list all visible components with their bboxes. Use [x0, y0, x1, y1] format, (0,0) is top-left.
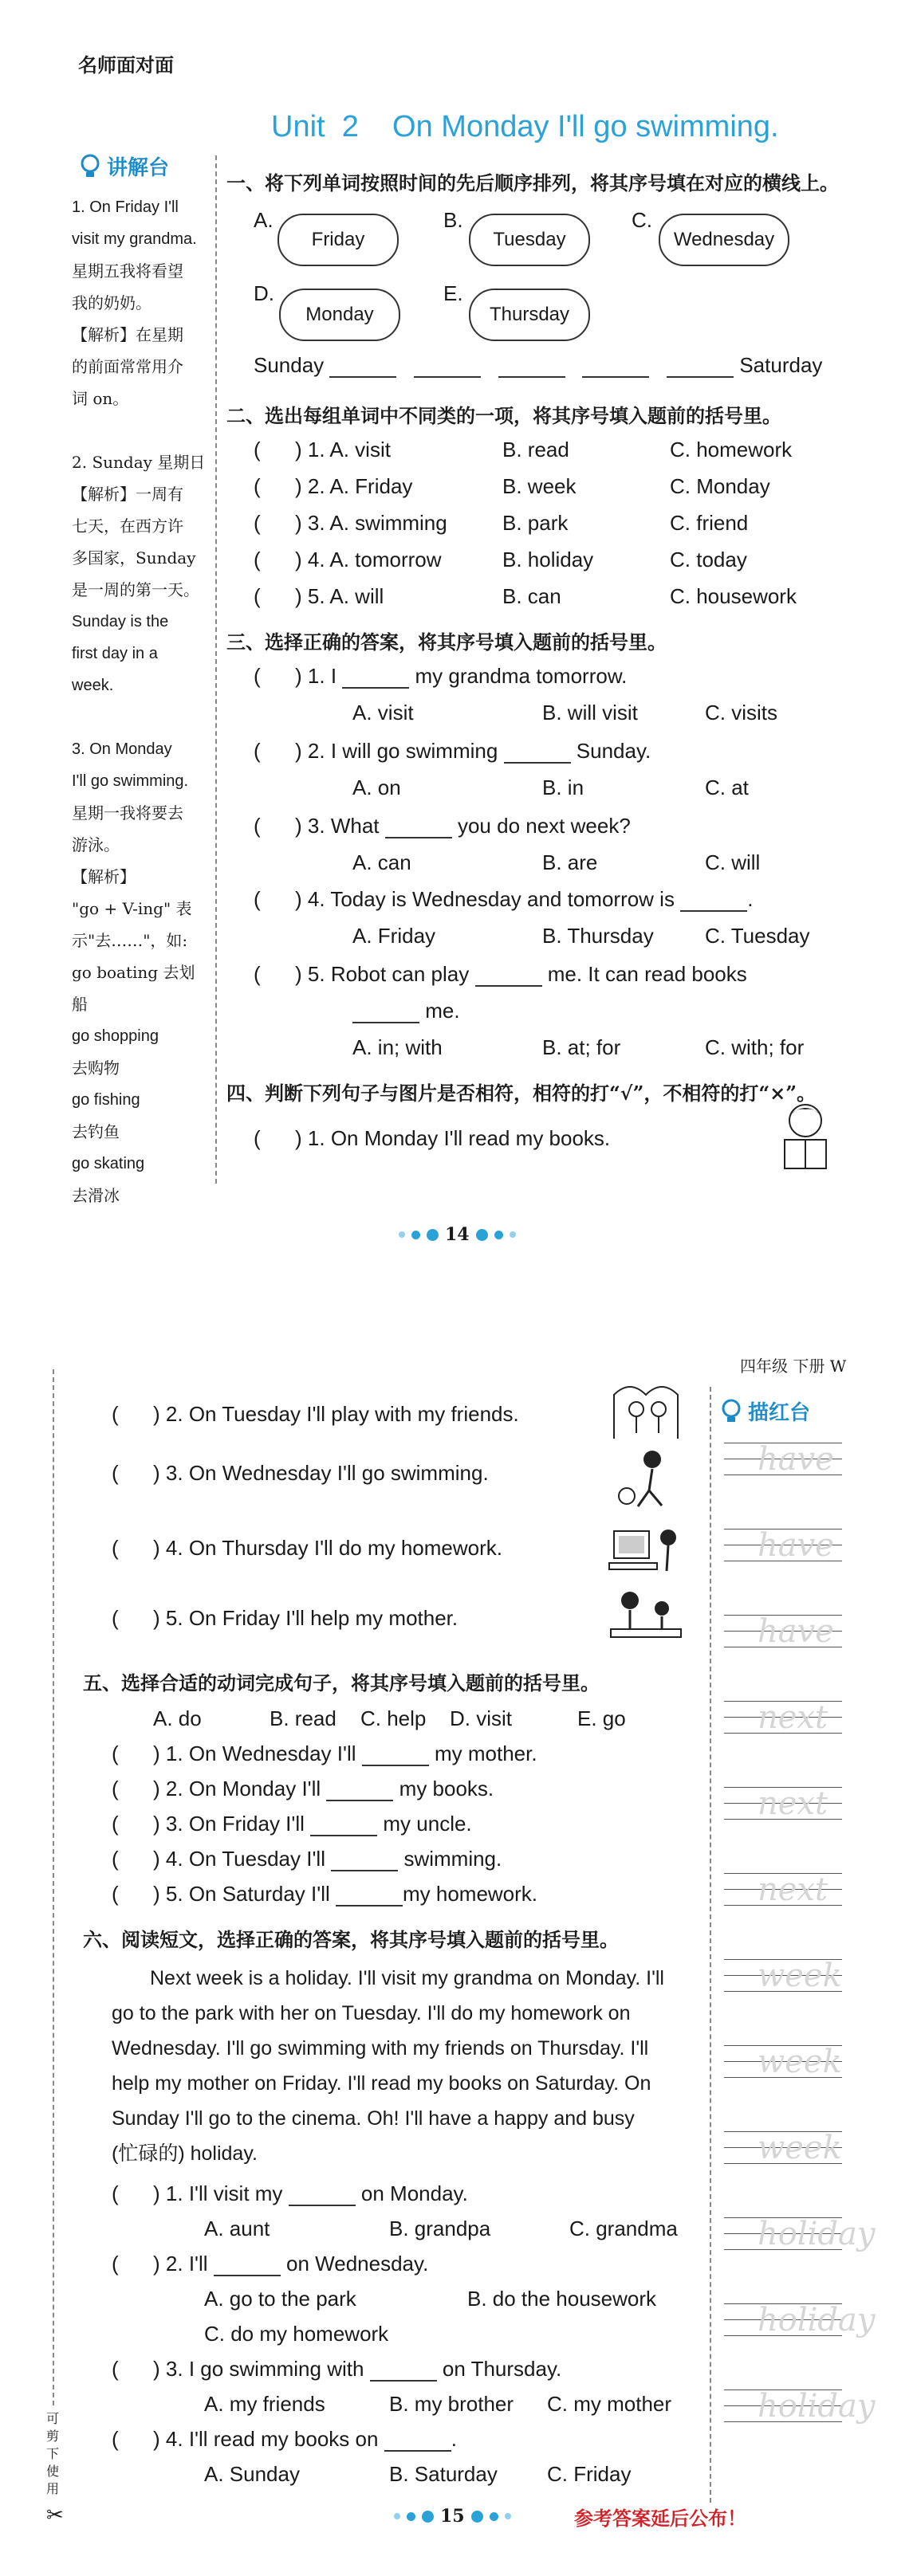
- option: C. grandma: [569, 2217, 678, 2240]
- passage-line: (忙碌的) holiday.: [112, 2142, 258, 2165]
- copy-word: next: [758, 1871, 828, 1908]
- verb-option: C. help: [360, 1706, 427, 1730]
- option: B. my brother: [389, 2392, 514, 2416]
- answer-blank[interactable]: [680, 888, 747, 912]
- answer-blank[interactable]: [352, 999, 419, 1023]
- passage-line: help my mother on Friday. I'll read my books on Saturday. On: [112, 2072, 651, 2095]
- answer-note: 参考答案延后公布！: [574, 2507, 746, 2530]
- section-4-heading: 四、判断下列句子与图片是否相符，相符的打“√”，不相符的打“×”。: [226, 1082, 817, 1105]
- sidebar-divider: [215, 155, 217, 1184]
- reading-passage: [150, 1961, 664, 1996]
- kid-with-ball-illustration: [614, 1447, 686, 1510]
- lightbulb-icon: [719, 1398, 743, 1425]
- order-end: Saturday: [739, 353, 823, 377]
- question: ( ) 1. On Monday I'll read my books.: [254, 1126, 611, 1150]
- copy-word: week: [758, 2130, 842, 2166]
- option: C. today: [670, 548, 747, 571]
- question: ( ) 4. On Thursday I'll do my homework.: [112, 1536, 502, 1560]
- order-start: Sunday: [254, 353, 325, 377]
- copy-word: holiday: [758, 2216, 876, 2252]
- question: ( ) 5. Robot can play me. It can read books: [254, 962, 747, 986]
- answer-blank[interactable]: [342, 665, 409, 689]
- option: B. will visit: [542, 701, 638, 724]
- passage-line: Wednesday. I'll go swimming with my friends on Thursday. I'll: [112, 2037, 649, 2060]
- question: ( ) 2. On Tuesday I'll play with my friends.: [112, 1402, 519, 1426]
- verb-option: E. go: [577, 1706, 626, 1730]
- sidebar-line: go boating 去划船: [72, 963, 195, 1014]
- copy-word: next: [758, 1699, 828, 1736]
- copy-word: holiday: [758, 2302, 876, 2338]
- option: B. Thursday: [542, 924, 654, 948]
- sidebar-line: 星期一我将要去: [72, 803, 183, 823]
- word-cloud-tuesday: [469, 214, 590, 266]
- question: ( ) 1. I'll visit my on Monday.: [112, 2181, 468, 2205]
- sidebar-line: 多国家，Sunday: [72, 548, 196, 567]
- option: B. read: [502, 438, 569, 461]
- sidebar-line: 星期五我将看望: [72, 261, 183, 281]
- list-item: ( ) 2. A. Friday: [254, 474, 413, 498]
- copy-word: have: [758, 1441, 834, 1478]
- option: B. can: [502, 584, 561, 608]
- word-cloud-thursday: [469, 289, 590, 341]
- sidebar-line: 是一周的第一天。: [72, 580, 199, 599]
- explanation-sidebar: [72, 191, 206, 1211]
- word-label: Monday: [305, 304, 374, 325]
- sidebar-tag: [78, 151, 169, 181]
- copy-word: have: [758, 1613, 834, 1650]
- sidebar-line: 1. On Friday I'll: [72, 198, 179, 216]
- sidebar-line: I'll go swimming.: [72, 772, 189, 790]
- word-cloud-monday: [279, 289, 400, 341]
- option: A. aunt: [204, 2217, 270, 2240]
- option: A. Friday: [352, 924, 436, 948]
- copy-divider: [710, 1387, 711, 2503]
- sidebar-line: [72, 701, 206, 733]
- answer-blank[interactable]: [384, 2428, 451, 2452]
- sidebar-line: 3. On Monday: [72, 740, 172, 758]
- option: A. can: [352, 850, 411, 874]
- option: C. at: [705, 776, 749, 799]
- option: C. friend: [670, 511, 749, 535]
- answer-blank[interactable]: [582, 354, 649, 378]
- answer-blank[interactable]: [331, 1848, 398, 1871]
- option: C. my mother: [547, 2392, 672, 2416]
- sidebar-tag-label: 讲解台: [107, 156, 170, 180]
- sidebar-line: "go + V-ing" 表: [72, 899, 192, 918]
- question: ( ) 4. On Tuesday I'll swimming.: [112, 1847, 502, 1871]
- sidebar-line: 七天，在西方许: [72, 516, 183, 536]
- word-label: Tuesday: [493, 229, 566, 250]
- question: ( ) 3. On Wednesday I'll go swimming.: [112, 1461, 489, 1485]
- answer-blank[interactable]: [498, 354, 565, 378]
- word-letter: C.: [632, 208, 652, 232]
- list-item: ( ) 5. A. will: [254, 584, 384, 608]
- word-cloud-friday: [277, 214, 399, 266]
- sidebar-line: 2. Sunday 星期日: [72, 453, 206, 472]
- unit-title: Unit 2 On Monday I'll go swimming.: [271, 110, 779, 143]
- passage-line: go to the park with her on Tuesday. I'll do my homework on: [112, 2002, 631, 2024]
- kid-at-computer-illustration: [606, 1518, 686, 1582]
- sidebar-line: 去购物: [72, 1058, 120, 1078]
- sidebar-line: 【解析】一周有: [72, 485, 183, 504]
- page-header: 名师面对面: [78, 53, 174, 77]
- copy-tag-label: 描红台: [748, 1401, 811, 1425]
- option: A. in; with: [352, 1035, 443, 1059]
- cut-line: [53, 1369, 54, 2405]
- option: B. are: [542, 850, 598, 874]
- sidebar-line: 示"去……"，如:: [72, 931, 188, 950]
- copy-word: holiday: [758, 2388, 876, 2425]
- answer-blank[interactable]: [385, 815, 452, 838]
- sidebar-line: 我的奶奶。: [72, 293, 152, 312]
- question: ( ) 5. On Friday I'll help my mother.: [112, 1606, 458, 1630]
- option: B. do the housework: [467, 2287, 657, 2311]
- answer-blank[interactable]: [326, 1777, 393, 1801]
- sidebar-line: week.: [72, 677, 114, 694]
- word-label: Friday: [311, 229, 365, 250]
- verb-option: D. visit: [450, 1706, 512, 1730]
- sidebar-line: 游泳。: [72, 835, 120, 854]
- option: C. Tuesday: [705, 924, 810, 948]
- option: C. will: [705, 850, 761, 874]
- sidebar-line: visit my grandma.: [72, 230, 197, 248]
- option: A. on: [352, 776, 401, 799]
- question: ( ) 4. I'll read my books on .: [112, 2427, 457, 2451]
- option: A. go to the park: [204, 2287, 356, 2311]
- copy-tag: [719, 1396, 810, 1426]
- question: ( ) 4. Today is Wednesday and tomorrow is .: [254, 887, 754, 911]
- page-number-15: [394, 2506, 511, 2527]
- word-cloud-wednesday: [659, 214, 789, 266]
- answer-blank[interactable]: [667, 354, 734, 378]
- option: C. housework: [670, 584, 797, 608]
- word-label: Thursday: [489, 304, 570, 325]
- section-3-heading: 三、选择正确的答案，将其序号填入题前的括号里。: [226, 630, 667, 654]
- option: B. in: [542, 776, 584, 799]
- passage-line: Sunday I'll go to the cinema. Oh! I'll have a happy and busy: [112, 2107, 635, 2130]
- sidebar-line: 去滑冰: [72, 1186, 120, 1205]
- question: ( ) 2. I will go swimming Sunday.: [254, 739, 651, 763]
- option: C. do my homework: [204, 2322, 389, 2346]
- passage-line: Next week is a holiday. I'll visit my grandma on Monday. I'll: [150, 1967, 664, 1989]
- option: C. Friday: [547, 2462, 632, 2486]
- list-item: ( ) 4. A. tomorrow: [254, 548, 442, 571]
- word-letter: D.: [254, 281, 274, 305]
- option: B. park: [502, 511, 569, 535]
- answer-blank[interactable]: [504, 740, 571, 764]
- word-letter: E.: [443, 281, 463, 305]
- answer-blank[interactable]: [370, 2358, 437, 2382]
- section-6-heading: 六、阅读短文，选择正确的答案，将其序号填入题前的括号里。: [83, 1928, 619, 1951]
- question: ( ) 3. On Friday I'll my uncle.: [112, 1812, 472, 1836]
- word-letter: B.: [443, 208, 463, 232]
- lightbulb-icon: [78, 153, 102, 180]
- option: C. visits: [705, 701, 777, 724]
- copy-word: next: [758, 1785, 828, 1822]
- sidebar-line: 去钓鱼: [72, 1122, 120, 1141]
- option: B. week: [502, 474, 577, 498]
- answer-blank[interactable]: [310, 1812, 377, 1836]
- option: A. my friends: [204, 2392, 325, 2416]
- verb-option: B. read: [270, 1706, 336, 1730]
- option: C. with; for: [705, 1035, 805, 1059]
- word-label: Wednesday: [673, 229, 775, 250]
- section-1-heading: 一、将下列单词按照时间的先后顺序排列，将其序号填在对应的横线上。: [226, 171, 839, 194]
- order-line: [254, 352, 822, 378]
- boy-reading-illustration: [765, 1098, 845, 1178]
- word-letter: A.: [254, 208, 274, 232]
- grade-label: 四年级 下册 W: [740, 1357, 847, 1376]
- answer-blank[interactable]: [414, 354, 481, 378]
- question: ( ) 1. On Wednesday I'll my mother.: [112, 1742, 537, 1765]
- question: ( ) 3. What you do next week?: [254, 814, 631, 838]
- option: C. homework: [670, 438, 793, 461]
- page-number-14: [399, 1224, 516, 1245]
- list-item: ( ) 3. A. swimming: [254, 511, 447, 535]
- sidebar-line: go shopping: [72, 1027, 159, 1045]
- copy-word: have: [758, 1527, 834, 1564]
- question: ( ) 3. I go swimming with on Thursday.: [112, 2357, 562, 2381]
- section-5-heading: 五、选择合适的动词完成句子，将其序号填入题前的括号里。: [83, 1671, 600, 1694]
- sidebar-line: 【解析】在星期: [72, 325, 183, 344]
- answer-blank[interactable]: [336, 1883, 403, 1906]
- option: B. at; for: [542, 1035, 621, 1059]
- option: B. grandpa: [389, 2217, 491, 2240]
- sidebar-line: 词 on。: [72, 389, 129, 408]
- answer-blank[interactable]: [329, 354, 396, 378]
- page-number-label: 15: [440, 2506, 465, 2527]
- question: ( ) 2. I'll on Wednesday.: [112, 2252, 429, 2276]
- question-cont: me.: [352, 998, 460, 1023]
- sidebar-line: first day in a: [72, 645, 158, 662]
- kids-playing-illustration: [606, 1379, 694, 1443]
- answer-blank[interactable]: [475, 963, 542, 987]
- sidebar-line: Sunday is the: [72, 613, 169, 630]
- option: A. visit: [352, 701, 414, 724]
- question: ( ) 5. On Saturday I'll my homework.: [112, 1882, 538, 1906]
- sidebar-line: [72, 414, 206, 446]
- page-number-label: 14: [445, 1224, 470, 1245]
- answer-blank[interactable]: [214, 2252, 281, 2276]
- question: ( ) 1. I my grandma tomorrow.: [254, 664, 628, 688]
- option: C. Monday: [670, 474, 770, 498]
- kid-helping-mother-illustration: [606, 1586, 686, 1653]
- option: A. Sunday: [204, 2462, 300, 2486]
- question: ( ) 2. On Monday I'll my books.: [112, 1777, 494, 1800]
- answer-blank[interactable]: [362, 1742, 429, 1766]
- copy-word: week: [758, 1958, 842, 1994]
- scissors-icon: ✂: [46, 2503, 64, 2527]
- verb-option: A. do: [153, 1706, 202, 1730]
- sidebar-line: go skating: [72, 1155, 145, 1172]
- sidebar-line: 的前面常常用介: [72, 357, 183, 376]
- sidebar-line: 【解析】: [72, 867, 136, 886]
- cut-note: 可剪下使用: [46, 2411, 60, 2496]
- section-2-heading: 二、选出每组单词中不同类的一项，将其序号填入题前的括号里。: [226, 404, 781, 427]
- option: B. holiday: [502, 548, 594, 571]
- sidebar-line: go fishing: [72, 1091, 140, 1109]
- answer-blank[interactable]: [289, 2182, 356, 2206]
- reading-passage-cont: [112, 1996, 651, 2171]
- list-item: ( ) 1. A. visit: [254, 438, 391, 461]
- copy-word: week: [758, 2044, 842, 2080]
- option: B. Saturday: [389, 2462, 498, 2486]
